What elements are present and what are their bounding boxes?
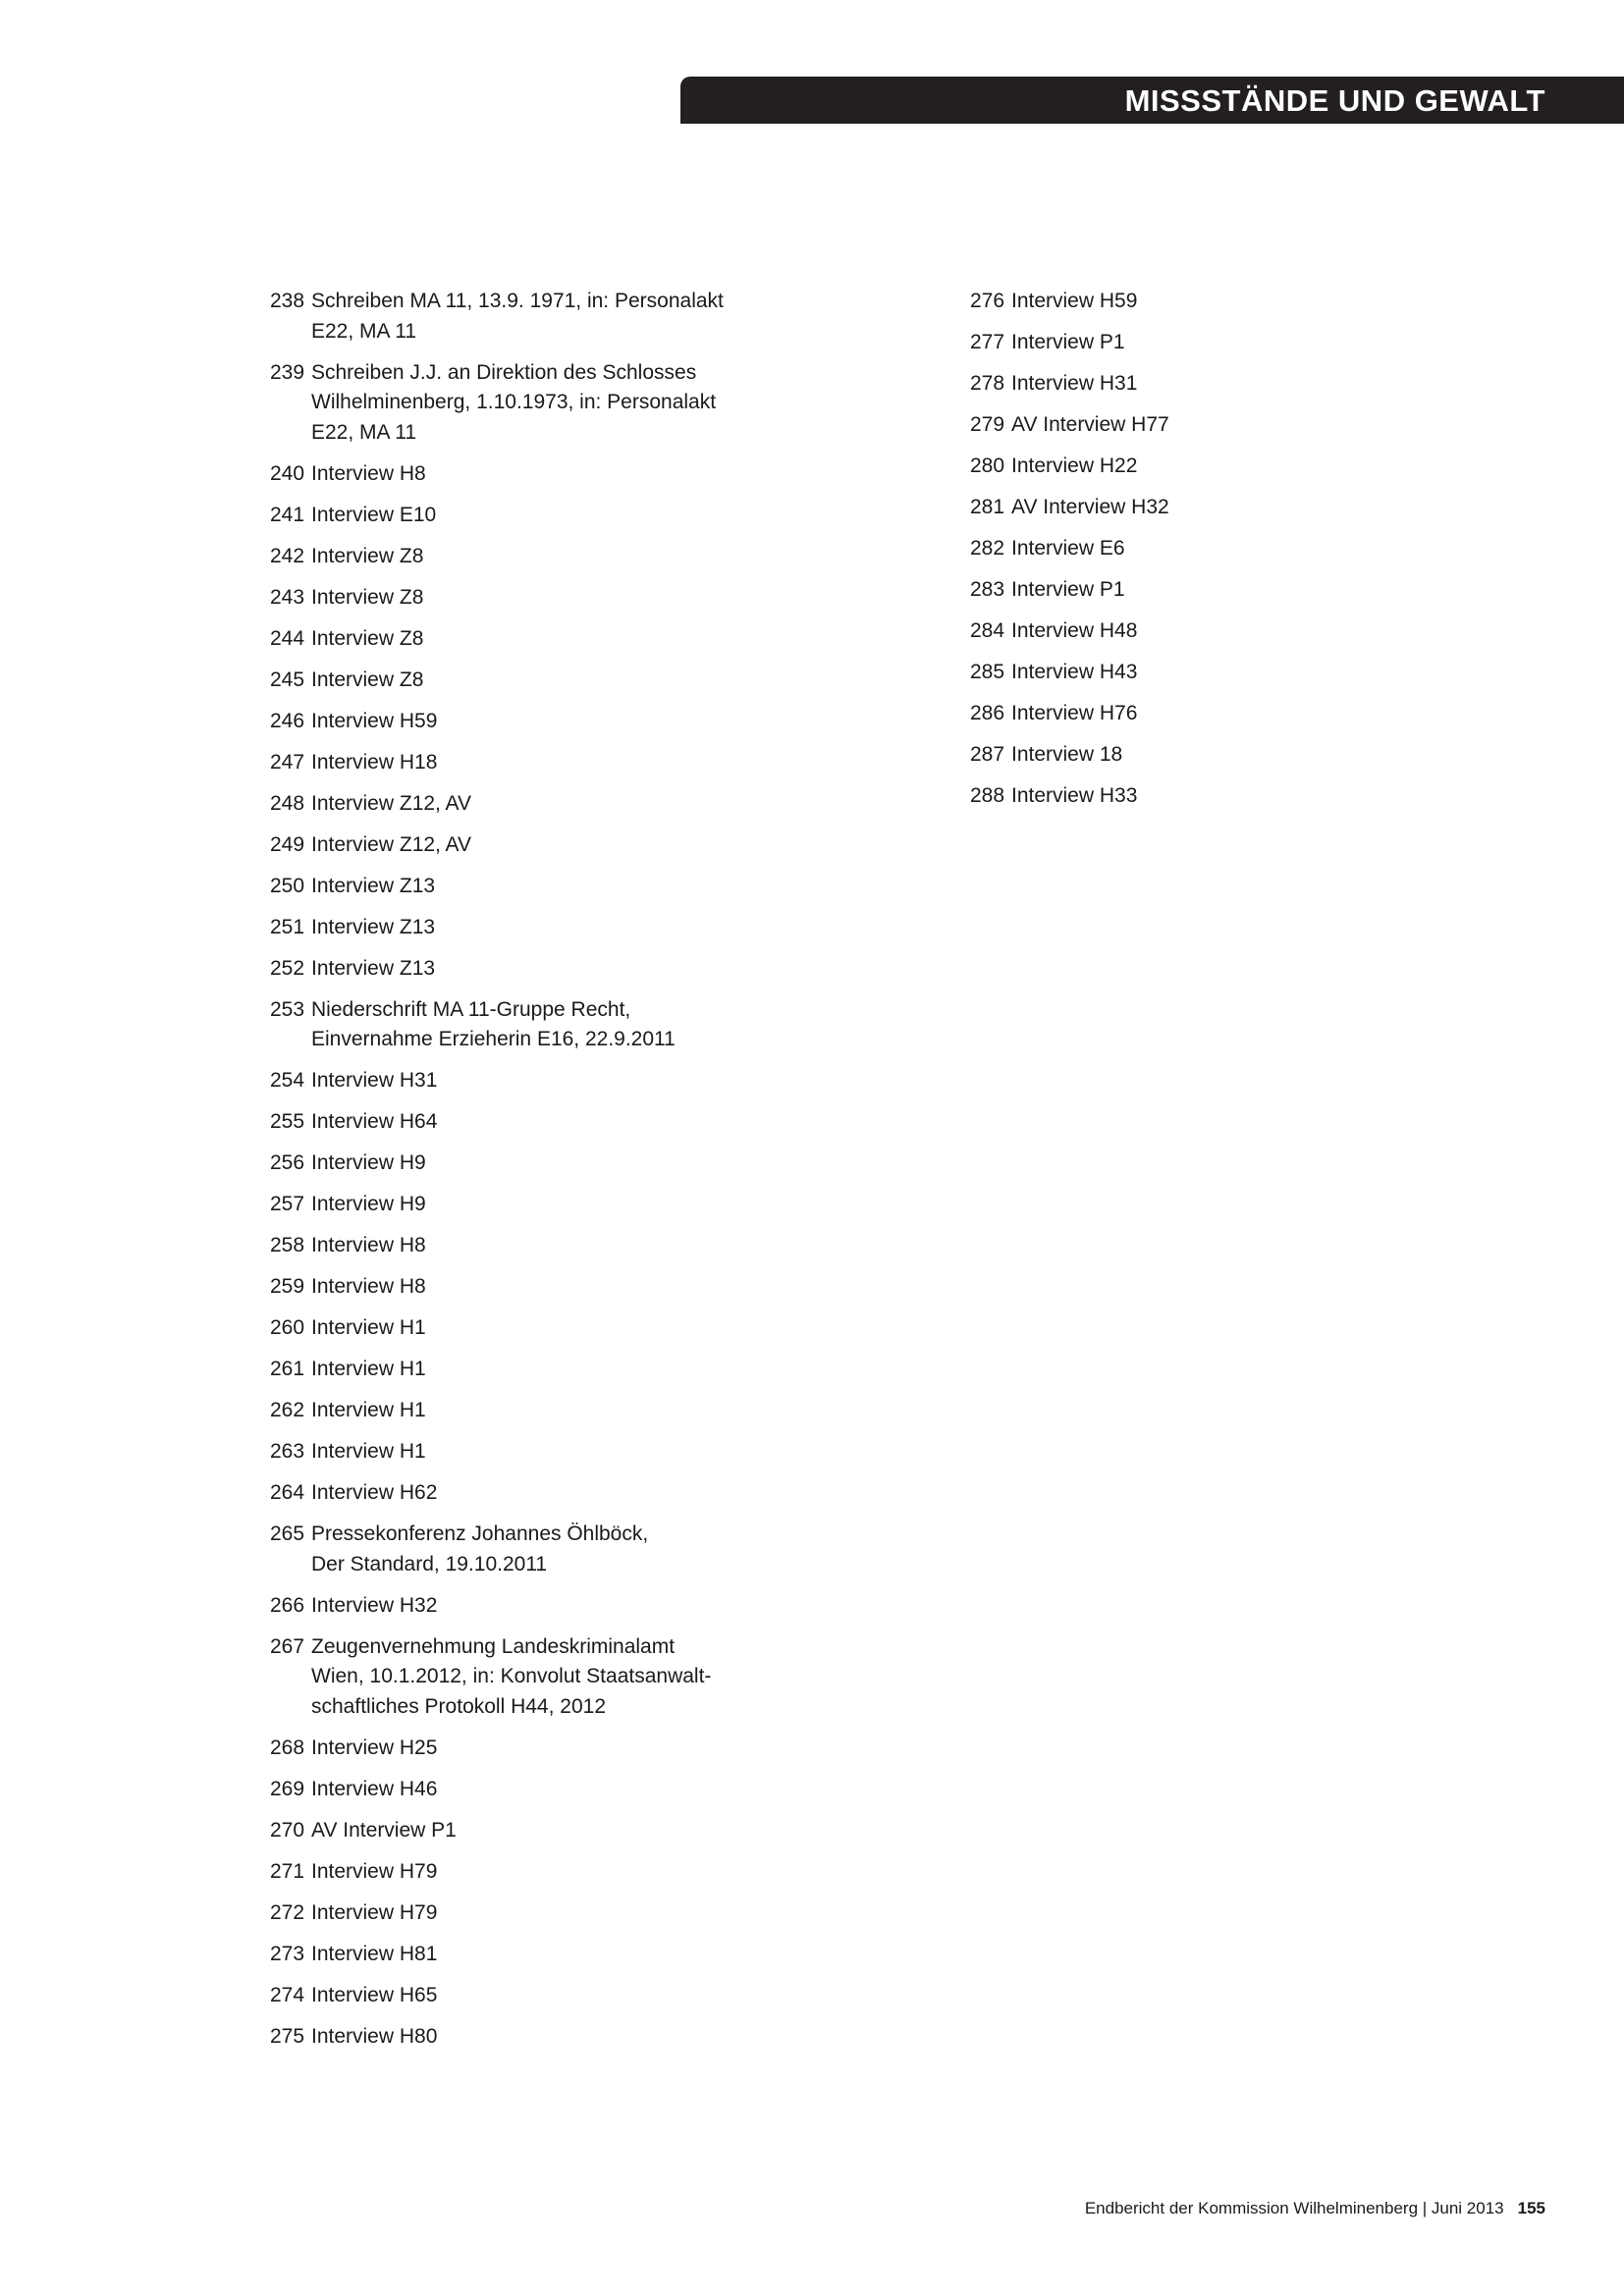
endnote-line: Interview H43 bbox=[1011, 661, 1138, 683]
endnote-number: 248 bbox=[270, 791, 305, 815]
endnote-text bbox=[311, 789, 731, 820]
endnote-text bbox=[311, 1591, 731, 1622]
endnote-number: 254 bbox=[270, 1069, 305, 1092]
endnote-line: Interview H62 bbox=[311, 1481, 438, 1504]
endnote bbox=[270, 1313, 731, 1344]
endnote bbox=[270, 1775, 731, 1805]
endnote-line: Schreiben J.J. an Direktion des Schlosses bbox=[311, 360, 697, 384]
endnote-text bbox=[311, 1437, 731, 1468]
endnote bbox=[270, 1981, 731, 2011]
endnote-text bbox=[311, 1632, 731, 1723]
endnote-text bbox=[311, 954, 731, 985]
endnote-number: 249 bbox=[270, 832, 305, 856]
endnote-text bbox=[311, 995, 731, 1055]
endnote-text bbox=[1011, 699, 1432, 729]
endnote-text bbox=[311, 1478, 731, 1509]
endnote-number: 264 bbox=[270, 1481, 305, 1504]
endnote-text bbox=[311, 2022, 731, 2053]
endnote-text bbox=[311, 872, 731, 902]
endnote-text bbox=[1011, 369, 1432, 400]
endnote-line: Interview Z12, AV bbox=[311, 791, 472, 815]
endnote-line: Interview Z8 bbox=[311, 626, 424, 650]
endnote-text bbox=[1011, 616, 1432, 647]
endnote bbox=[270, 1437, 731, 1468]
endnote bbox=[270, 995, 731, 1055]
endnote bbox=[270, 1148, 731, 1179]
endnote-text bbox=[311, 1107, 731, 1138]
endnote-text bbox=[1011, 410, 1432, 441]
endnote-text bbox=[1011, 287, 1432, 317]
endnote bbox=[970, 369, 1432, 400]
endnote bbox=[970, 287, 1432, 317]
endnote-text bbox=[311, 1857, 731, 1888]
endnote-text bbox=[311, 459, 731, 490]
endnote-number: 272 bbox=[270, 1900, 305, 1924]
endnote-line: Interview H65 bbox=[311, 1983, 438, 2006]
endnote bbox=[270, 1857, 731, 1888]
endnote-line: Interview H8 bbox=[311, 1275, 426, 1298]
endnote-number: 260 bbox=[270, 1316, 305, 1339]
endnote-number: 271 bbox=[270, 1859, 305, 1883]
endnote-line: Interview H79 bbox=[311, 1900, 438, 1924]
endnote-number: 250 bbox=[270, 874, 305, 897]
endnote-number: 265 bbox=[270, 1522, 305, 1545]
endnote bbox=[270, 1591, 731, 1622]
endnote bbox=[270, 1898, 731, 1929]
endnote-line: AV Interview P1 bbox=[311, 1818, 457, 1842]
endnote-text bbox=[1011, 575, 1432, 606]
endnote bbox=[270, 789, 731, 820]
endnote bbox=[270, 624, 731, 655]
endnote-number: 287 bbox=[970, 743, 1005, 766]
endnote bbox=[270, 1272, 731, 1303]
endnote-line: Interview H8 bbox=[311, 1234, 426, 1256]
endnote-line: Der Standard, 19.10.2011 bbox=[311, 1552, 548, 1575]
endnote bbox=[970, 658, 1432, 688]
endnote-text bbox=[311, 830, 731, 861]
endnote-line: Interview H31 bbox=[1011, 372, 1138, 395]
endnote bbox=[270, 1396, 731, 1426]
endnote bbox=[270, 1632, 731, 1723]
endnote bbox=[270, 872, 731, 902]
endnote bbox=[270, 1231, 731, 1261]
endnote bbox=[970, 616, 1432, 647]
endnote-line: Interview H33 bbox=[1011, 784, 1138, 807]
endnote-number: 278 bbox=[970, 372, 1005, 395]
endnote bbox=[270, 459, 731, 490]
endnote-line: Interview H81 bbox=[311, 1942, 438, 1965]
endnote bbox=[270, 1066, 731, 1096]
endnote-text bbox=[1011, 534, 1432, 564]
endnote bbox=[270, 1734, 731, 1764]
endnote bbox=[970, 410, 1432, 441]
endnote-line: E22, MA 11 bbox=[311, 319, 417, 343]
endnote-line: Interview H9 bbox=[311, 1151, 426, 1174]
endnote-text bbox=[1011, 328, 1432, 358]
endnote-number: 257 bbox=[270, 1193, 305, 1215]
endnote-line: E22, MA 11 bbox=[311, 420, 417, 444]
endnote-text bbox=[1011, 452, 1432, 482]
endnote-line: Interview H1 bbox=[311, 1440, 426, 1463]
endnote-line: Interview E6 bbox=[1011, 537, 1125, 560]
endnote-number: 261 bbox=[270, 1358, 305, 1380]
endnote-number: 240 bbox=[270, 461, 305, 485]
endnote bbox=[270, 542, 731, 572]
page-number: 155 bbox=[1517, 2199, 1545, 2217]
endnote bbox=[270, 913, 731, 943]
endnotes-column-right bbox=[970, 287, 1432, 823]
endnote-number: 239 bbox=[270, 360, 305, 384]
endnote-text bbox=[311, 1981, 731, 2011]
endnote bbox=[270, 1478, 731, 1509]
endnote-number: 274 bbox=[270, 1983, 305, 2006]
endnote-line: Interview H46 bbox=[311, 1777, 438, 1800]
endnote bbox=[970, 328, 1432, 358]
endnote-number: 255 bbox=[270, 1110, 305, 1133]
endnote-line: Interview H76 bbox=[1011, 702, 1138, 724]
endnote-text bbox=[311, 1190, 731, 1220]
endnote-number: 251 bbox=[270, 915, 305, 938]
endnote-number: 270 bbox=[270, 1818, 305, 1842]
endnote bbox=[270, 1355, 731, 1385]
endnote-line: Interview 18 bbox=[1011, 743, 1123, 766]
endnote-text bbox=[311, 1734, 731, 1764]
endnote-text bbox=[1011, 740, 1432, 771]
endnote bbox=[270, 287, 731, 347]
endnote-text bbox=[311, 542, 731, 572]
endnote-line: Pressekonferenz Johannes Öhlböck, bbox=[311, 1522, 649, 1545]
endnote-number: 269 bbox=[270, 1777, 305, 1800]
endnote-number: 266 bbox=[270, 1593, 305, 1617]
endnote-text bbox=[311, 624, 731, 655]
endnote-number: 275 bbox=[270, 2024, 305, 2048]
endnote bbox=[270, 748, 731, 778]
endnote bbox=[270, 1520, 731, 1579]
endnote-number: 268 bbox=[270, 1735, 305, 1759]
section-title: MISSSTÄNDE UND GEWALT bbox=[1124, 82, 1545, 118]
endnote-number: 263 bbox=[270, 1440, 305, 1463]
endnote bbox=[270, 1816, 731, 1846]
endnote-number: 256 bbox=[270, 1151, 305, 1174]
endnote-line: Interview H8 bbox=[311, 461, 426, 485]
endnote-line: schaftliches Protokoll H44, 2012 bbox=[311, 1694, 606, 1718]
endnote-number: 252 bbox=[270, 956, 305, 980]
endnote bbox=[270, 707, 731, 737]
endnote-line: Interview P1 bbox=[1011, 578, 1125, 601]
endnote-line: Einvernahme Erzieherin E16, 22.9.2011 bbox=[311, 1028, 676, 1050]
endnote bbox=[970, 534, 1432, 564]
endnote bbox=[270, 583, 731, 614]
endnote-line: Interview H25 bbox=[311, 1735, 438, 1759]
endnote-number: 258 bbox=[270, 1234, 305, 1256]
endnote-number: 277 bbox=[970, 331, 1005, 353]
endnote-line: Wilhelminenberg, 1.10.1973, in: Personalakt bbox=[311, 391, 717, 413]
endnote-line: Interview P1 bbox=[1011, 331, 1125, 353]
endnote-line: Interview H9 bbox=[311, 1193, 426, 1215]
endnote-number: 279 bbox=[970, 413, 1005, 436]
endnote-number: 284 bbox=[970, 619, 1005, 642]
endnote-text bbox=[311, 666, 731, 696]
endnote-line: Interview Z8 bbox=[311, 544, 424, 567]
endnote-line: Zeugenvernehmung Landeskriminalamt bbox=[311, 1634, 676, 1658]
endnote-line: Interview H1 bbox=[311, 1399, 426, 1421]
endnote-text bbox=[311, 1066, 731, 1096]
endnote-line: Interview Z13 bbox=[311, 915, 436, 938]
endnote-text bbox=[311, 358, 731, 449]
endnote bbox=[970, 452, 1432, 482]
endnote-line: Interview H1 bbox=[311, 1358, 426, 1380]
endnote bbox=[970, 781, 1432, 812]
endnote-number: 247 bbox=[270, 750, 305, 774]
endnote-line: Interview H64 bbox=[311, 1110, 438, 1133]
endnote-line: Interview H32 bbox=[311, 1593, 438, 1617]
endnote-line: Interview H1 bbox=[311, 1316, 426, 1339]
endnote-text bbox=[311, 913, 731, 943]
endnote-text bbox=[311, 748, 731, 778]
endnote bbox=[270, 1107, 731, 1138]
endnote-number: 280 bbox=[970, 454, 1005, 477]
endnote-text bbox=[311, 1231, 731, 1261]
endnote-line: Interview Z12, AV bbox=[311, 832, 472, 856]
endnote bbox=[970, 575, 1432, 606]
endnote bbox=[270, 501, 731, 531]
endnote-number: 242 bbox=[270, 544, 305, 567]
endnote-number: 285 bbox=[970, 661, 1005, 683]
endnote-text bbox=[311, 1940, 731, 1970]
endnote bbox=[270, 2022, 731, 2053]
endnote-text bbox=[1011, 781, 1432, 812]
endnote-number: 253 bbox=[270, 997, 305, 1021]
endnote bbox=[970, 740, 1432, 771]
endnote-line: Wien, 10.1.2012, in: Konvolut Staatsanwalt- bbox=[311, 1665, 712, 1687]
endnote-line: Interview H79 bbox=[311, 1859, 438, 1883]
endnote-number: 243 bbox=[270, 585, 305, 609]
endnote-line: Interview Z8 bbox=[311, 585, 424, 609]
endnote-number: 273 bbox=[270, 1942, 305, 1965]
endnote-number: 241 bbox=[270, 503, 305, 526]
endnote-line: Interview H48 bbox=[1011, 619, 1138, 642]
endnote-text bbox=[1011, 493, 1432, 523]
endnote-line: Interview H22 bbox=[1011, 454, 1138, 477]
endnote-text bbox=[311, 1898, 731, 1929]
endnote-number: 276 bbox=[970, 290, 1005, 312]
endnote-line: AV Interview H77 bbox=[1011, 413, 1169, 436]
endnote-number: 286 bbox=[970, 702, 1005, 724]
endnote-number: 282 bbox=[970, 537, 1005, 560]
endnote-line: Interview E10 bbox=[311, 503, 437, 526]
endnote-text bbox=[311, 1775, 731, 1805]
endnote-text bbox=[311, 1816, 731, 1846]
endnote-number: 283 bbox=[970, 578, 1005, 601]
endnote bbox=[270, 954, 731, 985]
endnote-text bbox=[311, 1313, 731, 1344]
endnote bbox=[270, 830, 731, 861]
endnote bbox=[970, 699, 1432, 729]
endnote bbox=[270, 358, 731, 449]
endnote-number: 238 bbox=[270, 290, 305, 312]
endnote-number: 288 bbox=[970, 784, 1005, 807]
page-footer bbox=[1085, 2199, 1545, 2218]
endnote-number: 281 bbox=[970, 496, 1005, 518]
endnote-number: 244 bbox=[270, 626, 305, 650]
endnote-text bbox=[311, 287, 731, 347]
section-header-bar bbox=[680, 77, 1624, 124]
endnote-text bbox=[1011, 658, 1432, 688]
endnote bbox=[970, 493, 1432, 523]
endnote-text bbox=[311, 1272, 731, 1303]
endnote-line: Interview Z13 bbox=[311, 956, 436, 980]
endnote-number: 246 bbox=[270, 709, 305, 732]
endnote-line: Interview H31 bbox=[311, 1069, 438, 1092]
endnote-text bbox=[311, 1520, 731, 1579]
endnote bbox=[270, 1940, 731, 1970]
endnote-text bbox=[311, 1396, 731, 1426]
endnote-line: Interview Z13 bbox=[311, 874, 436, 897]
endnote-line: AV Interview H32 bbox=[1011, 496, 1169, 518]
endnote-text bbox=[311, 501, 731, 531]
endnote-text bbox=[311, 707, 731, 737]
endnote-line: Interview Z8 bbox=[311, 667, 424, 691]
endnote-line: Interview H80 bbox=[311, 2024, 438, 2048]
endnote-line: Interview H59 bbox=[1011, 290, 1138, 312]
endnote-line: Schreiben MA 11, 13.9. 1971, in: Personalakt bbox=[311, 290, 724, 312]
endnote-number: 259 bbox=[270, 1275, 305, 1298]
endnote-line: Interview H18 bbox=[311, 750, 438, 774]
endnotes-column-left bbox=[270, 287, 731, 2063]
endnote-text bbox=[311, 1148, 731, 1179]
endnote-number: 262 bbox=[270, 1399, 305, 1421]
endnote-text bbox=[311, 583, 731, 614]
endnote-line: Interview H59 bbox=[311, 709, 438, 732]
endnote bbox=[270, 666, 731, 696]
endnote-line: Niederschrift MA 11-Gruppe Recht, bbox=[311, 997, 631, 1021]
endnote-text bbox=[311, 1355, 731, 1385]
endnote-number: 267 bbox=[270, 1634, 305, 1658]
endnote bbox=[270, 1190, 731, 1220]
endnote-number: 245 bbox=[270, 667, 305, 691]
footer-publication: Endbericht der Kommission Wilhelminenberg | Juni 2013 bbox=[1084, 2199, 1504, 2217]
